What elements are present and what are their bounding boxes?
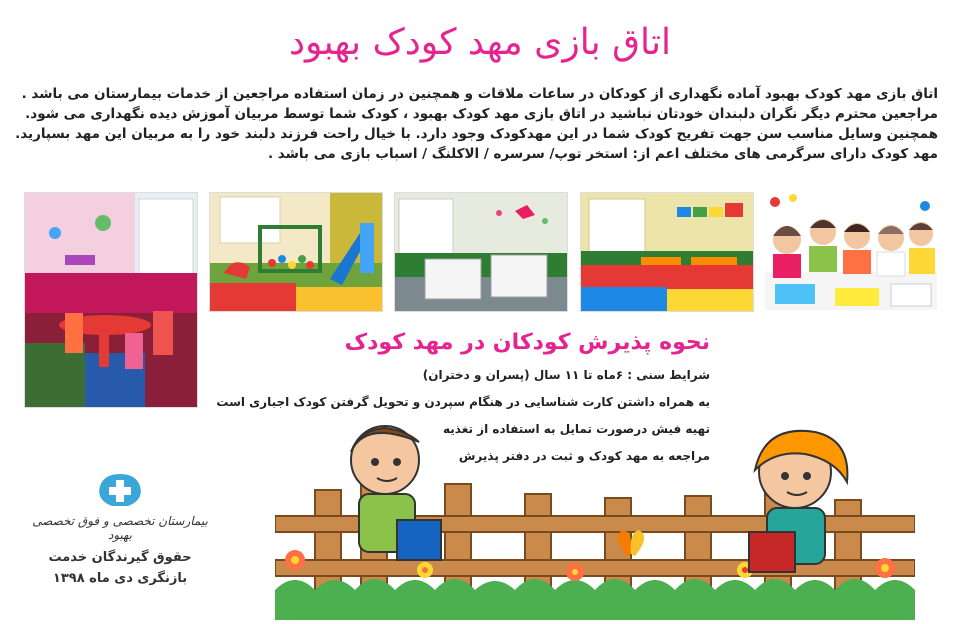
- intro-text: [15, 84, 938, 164]
- photo-kids-drawing: [765, 192, 937, 310]
- photo-playroom-tables: [24, 192, 198, 408]
- rule-item: شرایط سنی : ۶ماه تا ۱۱ سال (پسران و دختران): [422, 368, 710, 382]
- intro-line: همچنین وسایل مناسب سن جهت تفریح کودک شما در این مهدکودک وجود دارد. با خیال راحت فرزند دلبند خود را به مربیان این مهد بسپارید.: [15, 126, 938, 142]
- revision-date: بازنگری دی ماه ۱۳۹۸: [52, 571, 188, 586]
- photo-ball-pool: [209, 192, 383, 312]
- photo-cribs-room: [394, 192, 568, 312]
- photo-classroom-train: [580, 192, 754, 312]
- cartoon-illustration: [275, 420, 915, 620]
- hospital-name: بیمارستان تخصصی و فوق تخصصی بهبود: [32, 514, 208, 542]
- intro-line: مراجعین محترم دیگر نگران دلبندان خودتان نباشید در اتاق بازی مهد کودک بهبود ، کودک شما توسط مربیان آموزش دیده نگهداری می شود.: [25, 106, 938, 122]
- rule-item: به همراه داشتن کارت شناسایی در هنگام سپردن و تحویل گرفتن کودک اجباری است: [216, 395, 710, 409]
- rule-item: تهیه فیش درصورت تمایل به استفاده از تغذیه: [443, 422, 710, 436]
- intro-line: مهد کودک دارای سرگرمی های مختلف اعم از: استخر توپ/ سرسره / الاکلنگ / اسباب بازی می باشد .: [267, 146, 938, 162]
- rights-label: حقوق گیرندگان خدمت: [48, 550, 192, 565]
- intro-line: اتاق بازی مهد کودک بهبود آماده نگهداری از کودکان در ساعات ملاقات و همچنین در زمان استفاده مراجعین از خدمات بیمارستان می باشد .: [21, 86, 938, 102]
- hospital-logo-icon: [88, 470, 152, 510]
- rule-item: مراجعه به مهد کودک و ثبت در دفتر پذیرش: [458, 449, 710, 463]
- admission-title: نحوه پذیرش کودکان در مهد کودک: [344, 330, 710, 355]
- hospital-branding: [20, 470, 220, 586]
- page-title: اتاق بازی مهد کودک بهبود: [288, 22, 672, 63]
